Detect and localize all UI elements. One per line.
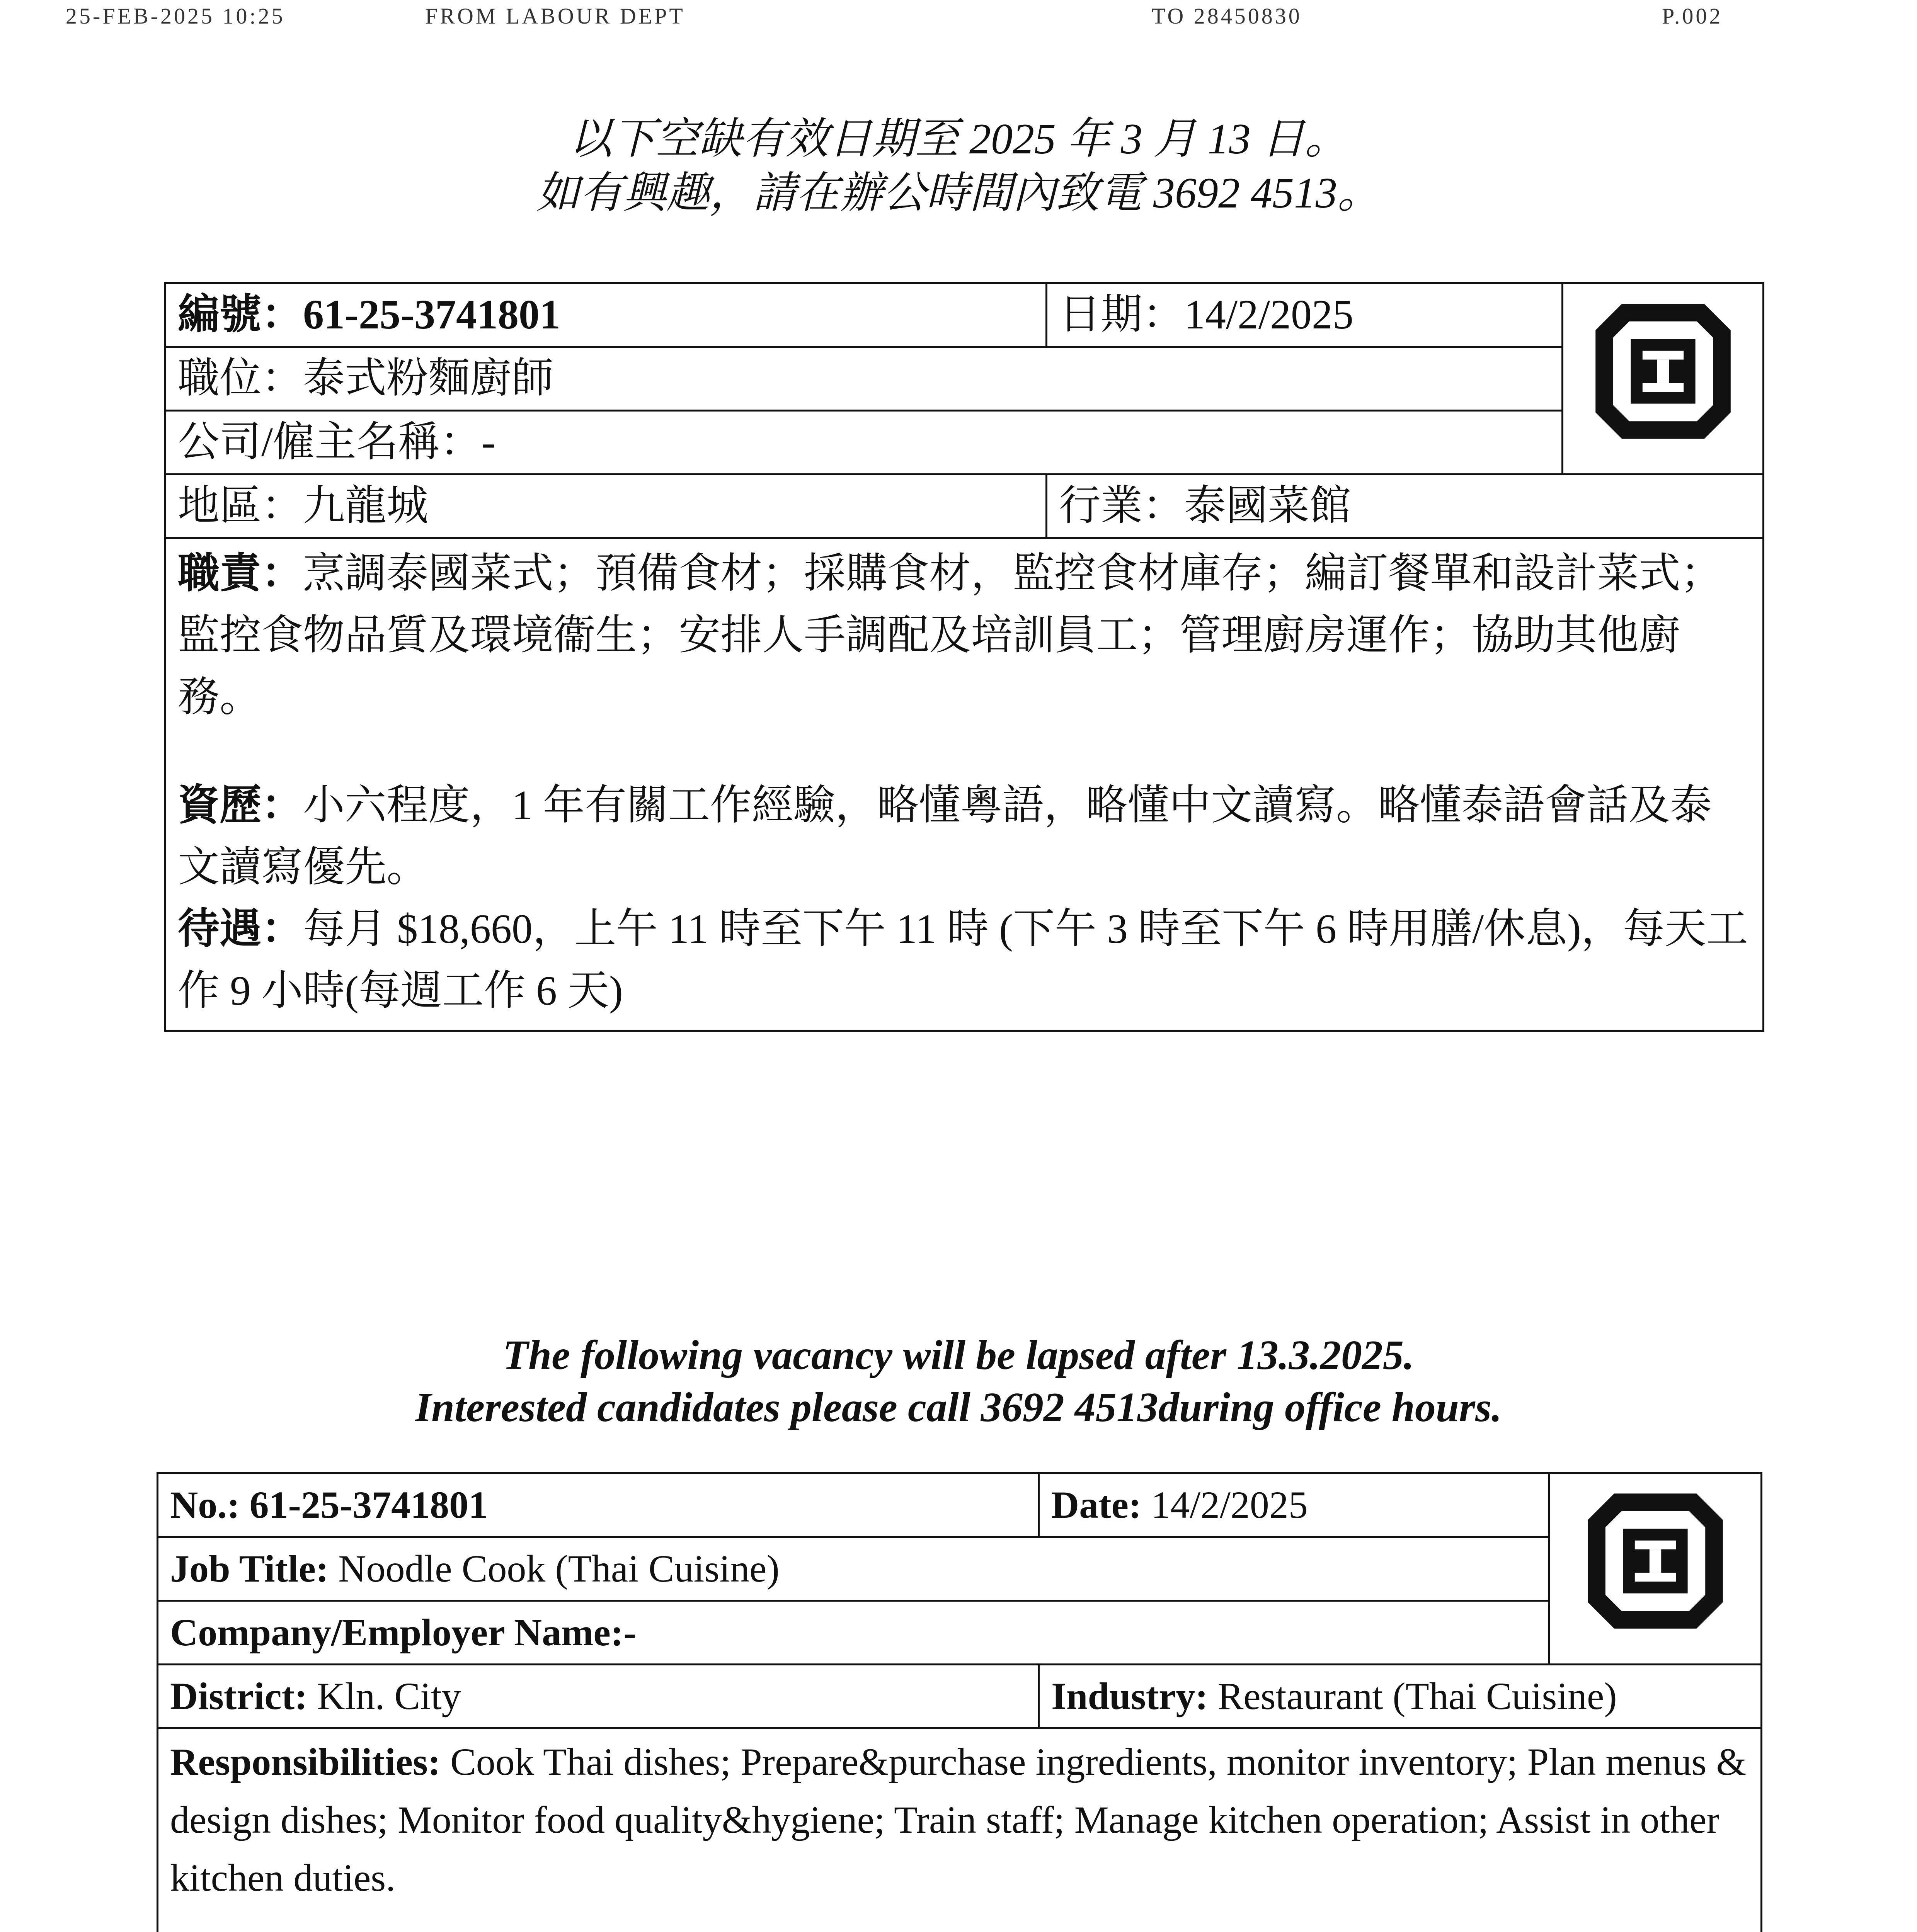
en-no-value: 61-25-3741801 — [249, 1483, 488, 1526]
en-industry-value: Restaurant (Thai Cuisine) — [1217, 1675, 1617, 1718]
en-logo-cell — [1549, 1473, 1762, 1665]
zh-requirements: 資歷：小六程度，1 年有關工作經驗，略懂粵語，略懂中文讀寫。略懂泰語會話及泰文讀寫優先。 — [178, 782, 1712, 890]
fax-header — [0, 0, 1917, 35]
zh-industry-value: 泰國菜館 — [1184, 483, 1352, 529]
zh-title-value: 泰式粉麵廚師 — [303, 355, 554, 401]
en-district-cell: District: Kln. City — [158, 1665, 1039, 1728]
en-no-cell: No.: 61-25-3741801 — [158, 1473, 1039, 1537]
zh-terms: 待遇：每月 $18,660，上午 11 時至下午 11 時 (下午 3 時至下午 6 時用膳/休息)，每天工作 9 小時(每週工作 6 天) — [178, 906, 1748, 1014]
chinese-notice-line2: 如有興趣，請在辦公時間內致電 3692 4513。 — [536, 169, 1381, 217]
zh-industry-cell: 行業：泰國菜館 — [1047, 474, 1764, 538]
zh-logo-cell — [1563, 283, 1764, 474]
en-date-cell: Date: 14/2/2025 — [1039, 1473, 1549, 1537]
en-title-value: Noodle Cook (Thai Cuisine) — [338, 1547, 780, 1590]
english-notice — [0, 1329, 1917, 1434]
chinese-notice — [0, 112, 1917, 220]
en-district-value: Kln. City — [317, 1675, 461, 1718]
en-responsibilities: Responsibilities: Cook Thai dishes; Prepare&purchase ingredients, monitor inventory; Plan menus & design dishes; Monitor food quality&hygiene; Train staff; Manage kitchen operation; Assist in other kitchen duties. — [170, 1740, 1747, 1899]
fax-page: P.002 — [1662, 3, 1723, 29]
zh-no-cell: 編號：61-25-3741801 — [165, 283, 1047, 347]
fax-date-time: 25-FEB-2025 10:25 — [66, 3, 285, 29]
chinese-vacancy-table — [164, 282, 1764, 1032]
en-company-value: - — [623, 1611, 637, 1654]
english-notice-line1: The following vacancy will be lapsed after 13.3.2025. — [503, 1332, 1414, 1378]
fax-to: TO 28450830 — [1152, 3, 1302, 29]
english-vacancy-table — [157, 1472, 1762, 1932]
zh-title-cell: 職位：泰式粉麵廚師 — [165, 347, 1563, 411]
en-company-cell: Company/Employer Name:- — [158, 1601, 1549, 1665]
en-date-value: 14/2/2025 — [1151, 1483, 1308, 1526]
en-details-cell — [158, 1728, 1762, 1932]
zh-details-cell — [165, 538, 1764, 1031]
zh-responsibilities: 職責：烹調泰國菜式；預備食材；採購食材，監控食材庫存；編訂餐單和設計菜式；監控食物品質及環境衞生；安排人手調配及培訓員工；管理廚房運作；協助其他廚務。 — [178, 551, 1723, 720]
english-notice-line2: Interested candidates please call 3692 4513during office hours. — [415, 1384, 1502, 1430]
labour-department-logo-icon — [1582, 1488, 1729, 1634]
zh-date-cell: 日期：14/2/2025 — [1047, 283, 1563, 347]
zh-district-cell: 地區：九龍城 — [165, 474, 1047, 538]
chinese-notice-line1: 以下空缺有效日期至 2025 年 3 月 13 日。 — [569, 115, 1348, 163]
labour-department-logo-icon — [1590, 298, 1737, 445]
zh-date-value: 14/2/2025 — [1184, 292, 1354, 338]
zh-district-value: 九龍城 — [303, 483, 429, 529]
fax-from: FROM LABOUR DEPT — [425, 3, 685, 29]
zh-company-value: - — [482, 419, 495, 465]
zh-no-value: 61-25-3741801 — [303, 292, 560, 338]
zh-company-cell: 公司/僱主名稱：- — [165, 411, 1563, 474]
en-title-cell: Job Title: Noodle Cook (Thai Cuisine) — [158, 1537, 1549, 1601]
en-industry-cell: Industry: Restaurant (Thai Cuisine) — [1039, 1665, 1762, 1728]
